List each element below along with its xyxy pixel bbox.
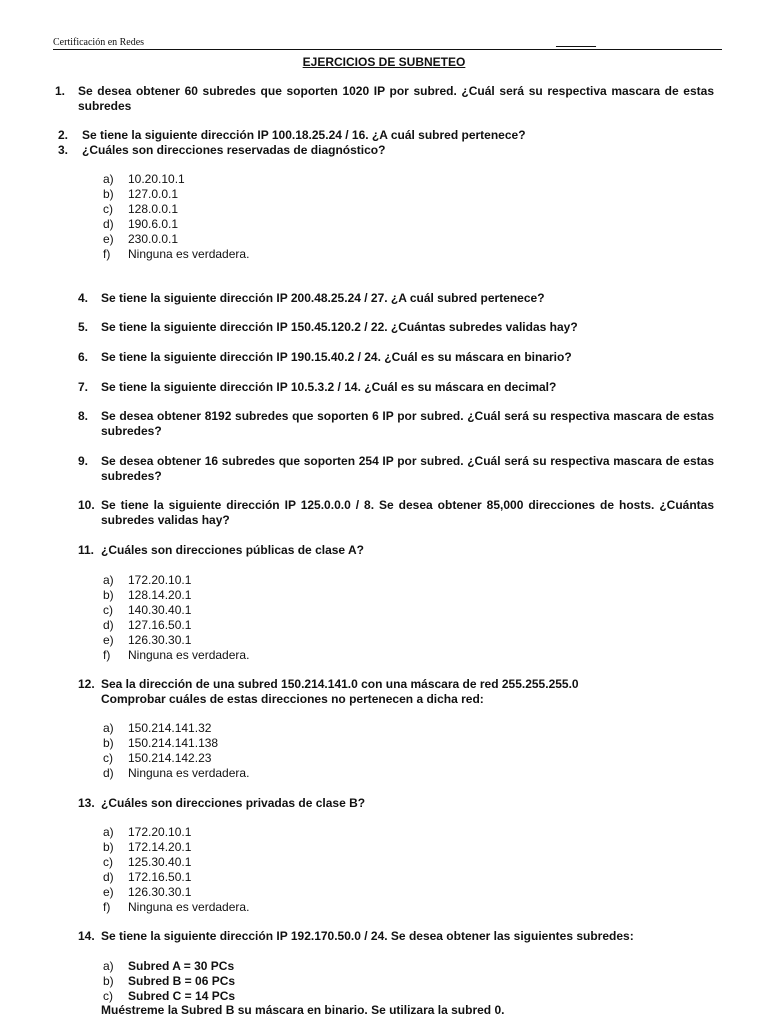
option-letter: c) <box>103 989 113 1003</box>
option-value: Subred B = 06 PCs <box>128 974 236 988</box>
option-letter: a) <box>103 959 114 973</box>
option-value: 127.16.50.1 <box>128 618 192 632</box>
question-text: Se tiene la siguiente dirección IP 125.0.0.0 / 8. Se desea obtener 85,000 direcciones de hosts. ¿Cuántas subredes validas hay? <box>101 498 714 527</box>
option-letter: c) <box>103 202 113 216</box>
option-letter: f) <box>103 900 111 914</box>
question-number: 1. <box>55 84 66 98</box>
option-value: 140.30.40.1 <box>128 603 192 617</box>
question-text: Se tiene la siguiente dirección IP 200.48.25.24 / 27. ¿A cuál subred pertenece? <box>101 291 545 305</box>
page-header <box>53 37 722 50</box>
option-letter: c) <box>103 855 113 869</box>
header-blank-field: ________ <box>556 37 596 48</box>
option-letter: b) <box>103 187 114 201</box>
question-12 <box>78 677 714 707</box>
option-value: 126.30.30.1 <box>128 885 192 899</box>
option-value: Ninguna es verdadera. <box>128 247 250 261</box>
question-number: 12. <box>78 677 95 691</box>
question-text: Sea la dirección de una subred 150.214.141.0 con una máscara de red 255.255.255.0 <box>101 677 579 691</box>
question-text: Se desea obtener 60 subredes que soporten 1020 IP por subred. ¿Cuál será su respectiva mascara de estas subredes <box>78 84 714 113</box>
question-text: Se tiene la siguiente dirección IP 190.15.40.2 / 24. ¿Cuál es su máscara en binario? <box>101 350 572 364</box>
option-letter: a) <box>103 573 114 587</box>
question-number: 13. <box>78 796 95 810</box>
header-course-name: Certificación en Redes <box>53 37 145 48</box>
question-text: Se tiene la siguiente dirección IP 192.170.50.0 / 24. Se desea obtener las siguientes subredes: <box>101 929 634 943</box>
question-text: Se tiene la siguiente dirección IP 10.5.3.2 / 14. ¿Cuál es su máscara en decimal? <box>101 380 557 394</box>
option-value: Ninguna es verdadera. <box>128 900 250 914</box>
option-letter: b) <box>103 840 114 854</box>
option-value: 172.16.50.1 <box>128 870 192 884</box>
option-letter: d) <box>103 870 114 884</box>
option-value: 150.214.141.32 <box>128 721 212 735</box>
option-value: 127.0.0.1 <box>128 187 179 201</box>
option-letter: d) <box>103 766 114 780</box>
option-value: 190.6.0.1 <box>128 217 179 231</box>
question-text: ¿Cuáles son direcciones reservadas de diagnóstico? <box>82 143 386 157</box>
option-value: 126.30.30.1 <box>128 633 192 647</box>
question-number: 3. <box>58 143 69 157</box>
question-text: Se desea obtener 8192 subredes que soporten 6 IP por subred. ¿Cuál será su respectiva mascara de estas subredes? <box>101 409 714 438</box>
question-text: Se tiene la siguiente dirección IP 100.18.25.24 / 16. ¿A cuál subred pertenece? <box>82 128 526 142</box>
option-letter: c) <box>103 603 113 617</box>
question-subtext: Muéstreme la Subred B su máscara en binario. Se utilizara la subred 0. <box>101 1003 505 1017</box>
option-value: 10.20.10.1 <box>128 172 185 186</box>
question-number: 9. <box>78 454 89 468</box>
option-letter: f) <box>103 648 111 662</box>
option-letter: e) <box>103 633 114 647</box>
option-value: Ninguna es verdadera. <box>128 648 250 662</box>
question-number: 11. <box>78 543 95 557</box>
question-number: 8. <box>78 409 89 423</box>
option-value: 128.0.0.1 <box>128 202 179 216</box>
option-value: 125.30.40.1 <box>128 855 192 869</box>
option-letter: a) <box>103 172 114 186</box>
question-text: ¿Cuáles son direcciones públicas de clase A? <box>101 543 364 557</box>
option-value: 172.20.10.1 <box>128 573 192 587</box>
question-number: 5. <box>78 320 89 334</box>
question-number: 7. <box>78 380 89 394</box>
option-value: 172.20.10.1 <box>128 825 192 839</box>
option-letter: a) <box>103 721 114 735</box>
document-title: EJERCICIOS DE SUBNETEO <box>302 55 466 69</box>
question-number: 14. <box>78 929 95 943</box>
option-letter: b) <box>103 974 114 988</box>
option-value: 150.214.141.138 <box>128 736 219 750</box>
question-text: ¿Cuáles son direcciones privadas de clase B? <box>101 796 366 810</box>
question-number: 6. <box>78 350 89 364</box>
option-value: 230.0.0.1 <box>128 232 179 246</box>
option-letter: b) <box>103 588 114 602</box>
option-value: Ninguna es verdadera. <box>128 766 250 780</box>
option-letter: e) <box>103 232 114 246</box>
question-text: Se tiene la siguiente dirección IP 150.45.120.2 / 22. ¿Cuántas subredes validas hay? <box>101 320 578 334</box>
option-letter: a) <box>103 825 114 839</box>
option-value: Subred C = 14 PCs <box>128 989 236 1003</box>
question-number: 2. <box>58 128 69 142</box>
option-letter: b) <box>103 736 114 750</box>
option-value: 172.14.20.1 <box>128 840 192 854</box>
option-value: 150.214.142.23 <box>128 751 212 765</box>
question-number: 10. <box>78 498 95 512</box>
question-subtext: Comprobar cuáles de estas direcciones no pertenecen a dicha red: <box>101 692 484 706</box>
option-value: 128.14.20.1 <box>128 588 192 602</box>
option-letter: e) <box>103 885 114 899</box>
question-text: Se desea obtener 16 subredes que soporten 254 IP por subred. ¿Cuál será su respectiva mascara de estas subredes? <box>101 454 714 483</box>
option-letter: f) <box>103 247 111 261</box>
option-letter: d) <box>103 618 114 632</box>
option-value: Subred A = 30 PCs <box>128 959 235 973</box>
option-letter: d) <box>103 217 114 231</box>
option-letter: c) <box>103 751 113 765</box>
question-number: 4. <box>78 291 89 305</box>
